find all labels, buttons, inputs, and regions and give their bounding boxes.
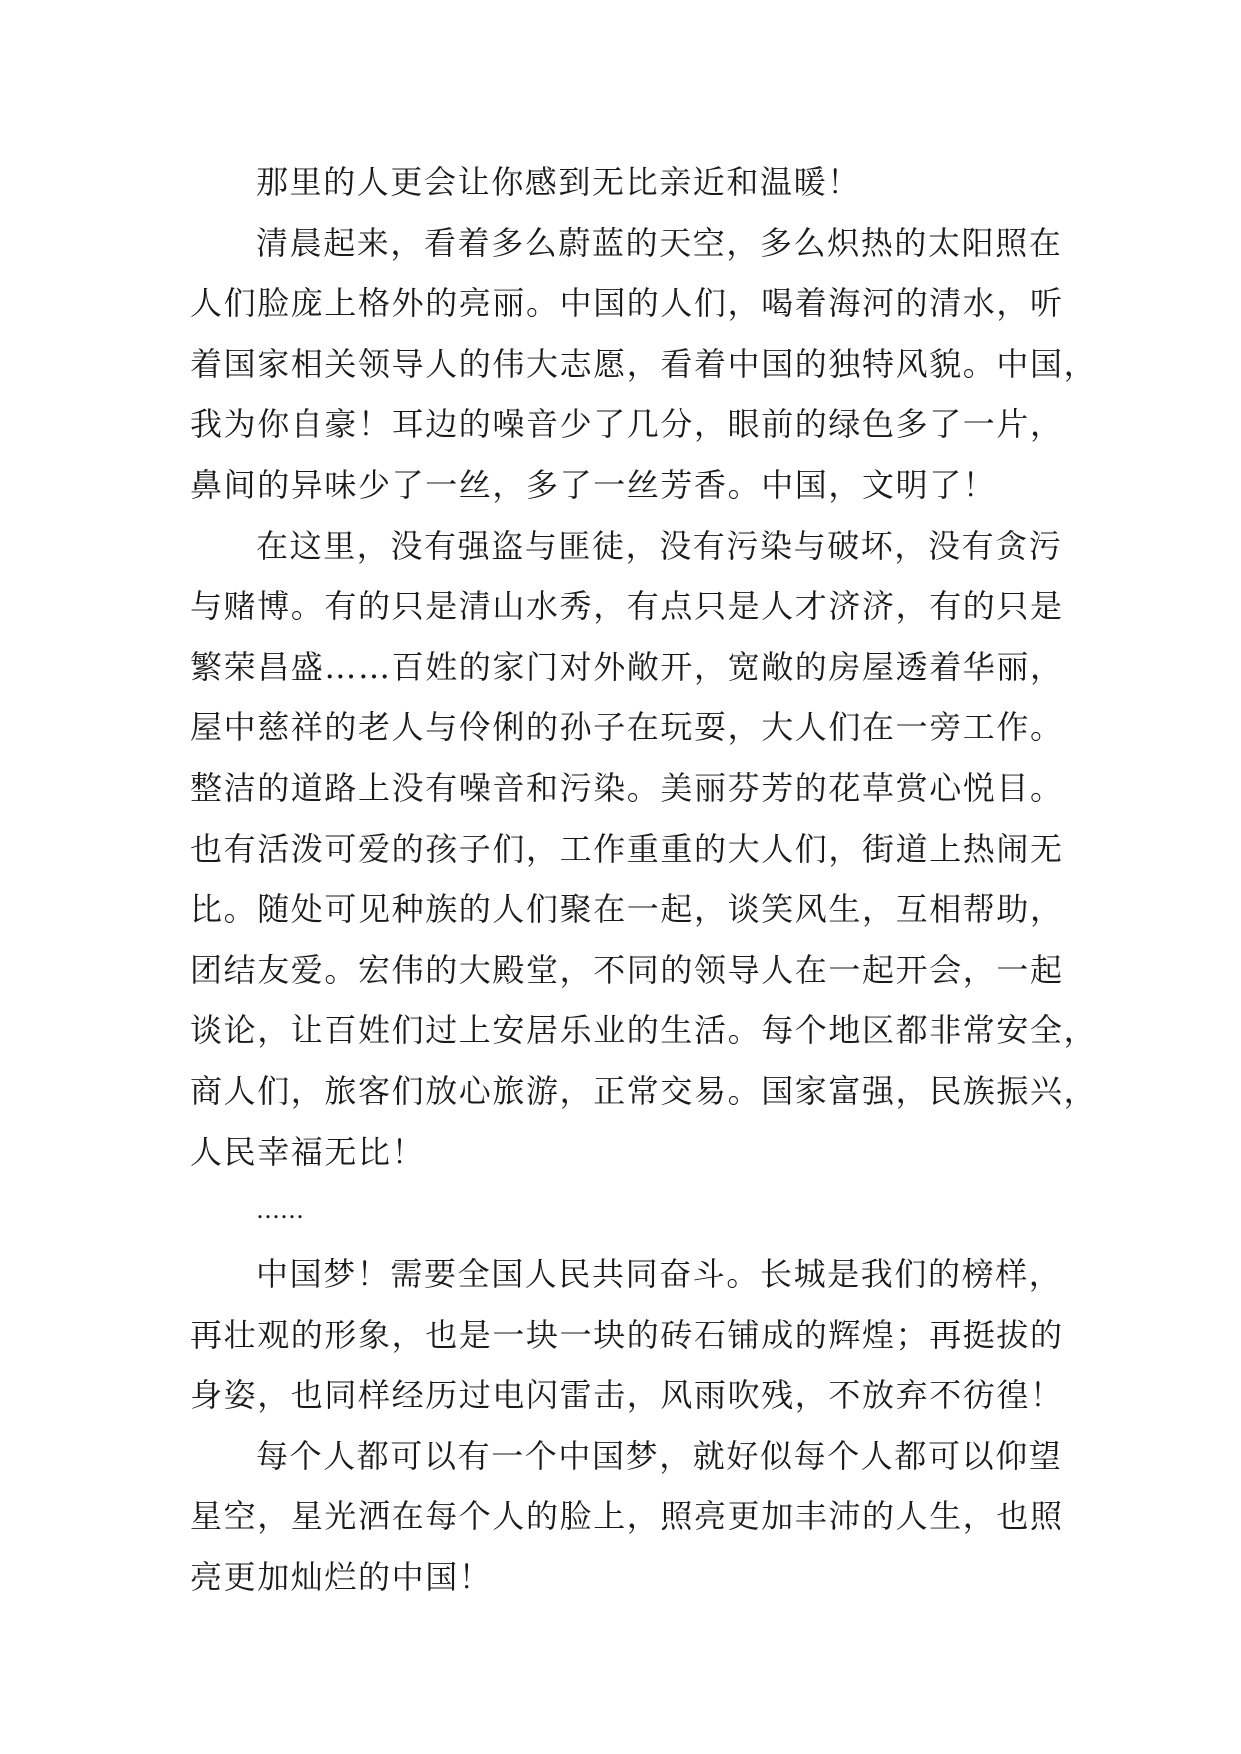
paragraph-ellipsis: [190, 1182, 1070, 1244]
text-line: 亮更加灿烂的中国！: [190, 1558, 493, 1597]
text-line: 星空，星光洒在每个人的脸上，照亮更加丰沛的人生，也照: [190, 1497, 1064, 1536]
text-line: 与赌博。有的只是清山水秀，有点只是人才济济，有的只是: [190, 587, 1064, 626]
text-line: 整洁的道路上没有噪音和污染。美丽芬芳的花草赏心悦目。: [190, 768, 1064, 807]
text-line: 着国家相关领导人的伟大志愿，看着中国的独特风貌。中国，: [190, 344, 1098, 383]
text-line: 清晨起来，看着多么蔚蓝的天空，多么炽热的太阳照在: [256, 223, 1063, 262]
paragraph: [190, 516, 1098, 1183]
ellipsis-line: ……: [256, 1196, 304, 1225]
text-line: 屋中慈祥的老人与伶俐的孙子在玩耍，大人们在一旁工作。: [190, 708, 1064, 747]
text-line: 商人们，旅客们放心旅游，正常交易。国家富强，民族振兴，: [190, 1071, 1098, 1110]
text-line: 人民幸福无比！: [190, 1132, 426, 1171]
text-line: 繁荣昌盛……百姓的家门对外敞开，宽敞的房屋透着华丽，: [190, 647, 1064, 686]
text-line: 身姿，也同样经历过电闪雷击，风雨吹残，不放弃不彷徨！: [190, 1376, 1064, 1415]
text-line: 再壮观的形象，也是一块一块的砖石铺成的辉煌；再挺拔的: [190, 1315, 1064, 1354]
text-line: 团结友爱。宏伟的大殿堂，不同的领导人在一起开会，一起: [190, 950, 1064, 989]
text-line: 每个人都可以有一个中国梦，就好似每个人都可以仰望: [256, 1436, 1063, 1475]
text-line: 鼻间的异味少了一丝，多了一丝芳香。中国，文明了！: [190, 465, 997, 504]
text-line: 比。随处可见种族的人们聚在一起，谈笑风生，互相帮助，: [190, 890, 1064, 929]
text-line: 中国梦！需要全国人民共同奋斗。长城是我们的榜样，: [256, 1255, 1063, 1294]
text-line: 也有活泼可爱的孩子们，工作重重的大人们，街道上热闹无: [190, 829, 1064, 868]
text-line: 在这里，没有强盗与匪徒，没有污染与破坏，没有贪污: [256, 526, 1063, 565]
text-line: 我为你自豪！耳边的噪音少了几分，眼前的绿色多了一片，: [190, 405, 1064, 444]
document-page: [190, 152, 1098, 1608]
text-line: 那里的人更会让你感到无比亲近和温暖！: [256, 163, 861, 201]
paragraph: [190, 152, 1070, 213]
text-line: 谈论，让百姓们过上安居乐业的生活。每个地区都非常安全，: [190, 1011, 1098, 1050]
paragraph: [190, 1426, 1070, 1608]
paragraph: [190, 1244, 1070, 1426]
text-line: 人们脸庞上格外的亮丽。中国的人们，喝着海河的清水，听: [190, 284, 1064, 323]
paragraph: [190, 213, 1098, 516]
